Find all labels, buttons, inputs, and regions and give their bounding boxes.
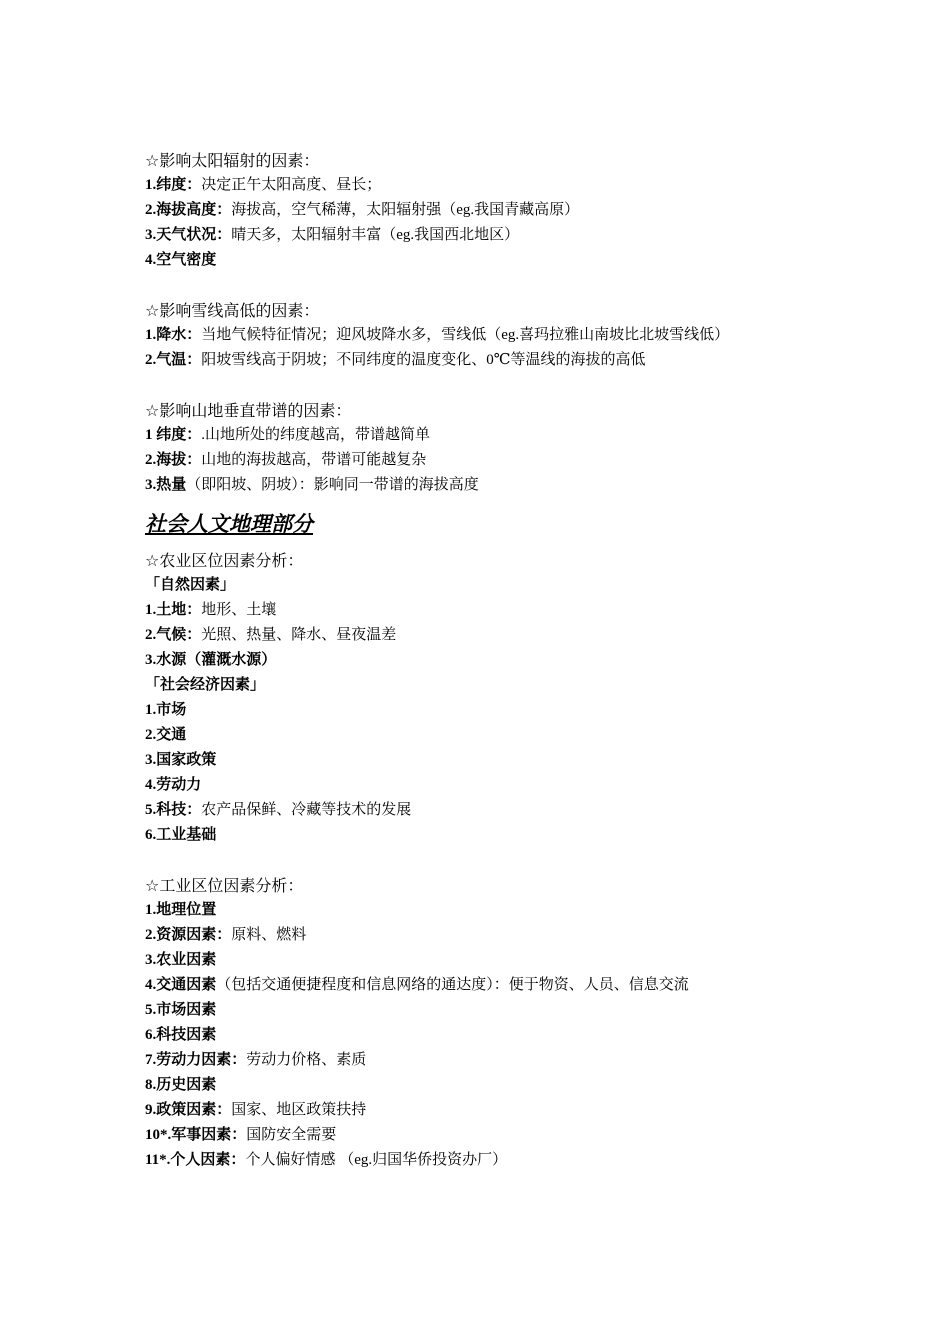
solar-heading: ☆影响太阳辐射的因素： xyxy=(145,151,320,170)
item-text: 农产品保鲜、冷藏等技术的发展 xyxy=(201,802,412,818)
agri-social-item xyxy=(145,798,845,823)
item-label: 2.海拔高度： xyxy=(145,202,232,218)
item-label: 4.劳动力 xyxy=(145,777,202,793)
industry-item xyxy=(145,923,845,948)
solar-item xyxy=(145,223,845,248)
item-text: 阳坡雪线高于阴坡；不同纬度的温度变化、0℃等温线的海拔的高低 xyxy=(201,352,646,368)
item-text: 晴天多，太阳辐射丰富（eg.我国西北地区） xyxy=(231,227,520,243)
industry-item xyxy=(145,1098,845,1123)
item-label: 2.气候： xyxy=(145,627,202,643)
item-text: 决定正午太阳高度、昼长； xyxy=(201,177,382,193)
item-text: .山地所处的纬度越高，带谱越简单 xyxy=(201,427,431,443)
industry-item xyxy=(145,1048,845,1073)
item-text: 当地气候特征情况；迎风坡降水多，雪线低（eg.喜玛拉雅山南坡比北坡雪线低） xyxy=(201,327,730,343)
vertical-item xyxy=(145,448,845,473)
item-label: 8.历史因素 xyxy=(145,1077,217,1093)
agriculture-heading: ☆农业区位因素分析： xyxy=(145,551,304,570)
item-text: 国防安全需要 xyxy=(246,1127,337,1143)
industry-item xyxy=(145,948,845,973)
item-label: 2.气温： xyxy=(145,352,202,368)
agri-natural-item xyxy=(145,598,845,623)
industry-item xyxy=(145,1123,845,1148)
item-label: 1.土地： xyxy=(145,602,202,618)
item-label: 3.热量 xyxy=(145,477,187,493)
industry-item xyxy=(145,998,845,1023)
agri-natural-item xyxy=(145,648,845,673)
item-label: 2.交通 xyxy=(145,727,187,743)
agri-natural-item xyxy=(145,623,845,648)
document-page xyxy=(145,148,845,1173)
vertical-item xyxy=(145,473,845,498)
item-label: 9.政策因素： xyxy=(145,1102,232,1118)
industry-item xyxy=(145,973,845,998)
item-label: 1.地理位置 xyxy=(145,902,217,918)
item-label: 4.空气密度 xyxy=(145,252,217,268)
agri-social-item xyxy=(145,698,845,723)
industry-item xyxy=(145,898,845,923)
item-text: 海拔高，空气稀薄，太阳辐射强（eg.我国青藏高原） xyxy=(231,202,580,218)
part-title: 社会人文地理部分 xyxy=(145,512,313,536)
item-text: （包括交通便捷程度和信息网络的通达度）：便于物资、人员、信息交流 xyxy=(216,977,689,993)
item-label: 1.市场 xyxy=(145,702,187,718)
item-label: 1.降水： xyxy=(145,327,202,343)
item-label: 1 纬度： xyxy=(145,427,202,443)
item-label: 3.水源（灌溉水源） xyxy=(145,652,277,668)
natural-factors-label: 「自然因素」 xyxy=(145,577,236,593)
vertical-heading: ☆影响山地垂直带谱的因素： xyxy=(145,401,352,420)
item-label: 6.工业基础 xyxy=(145,827,217,843)
vertical-item xyxy=(145,423,845,448)
item-label: 10*.军事因素： xyxy=(145,1127,247,1143)
item-label: 3.天气状况： xyxy=(145,227,232,243)
snowline-item xyxy=(145,348,845,373)
item-text: （即阳坡、阴坡）：影响同一带谱的海拔高度 xyxy=(186,477,479,493)
spacer xyxy=(145,273,845,298)
item-label: 6.科技因素 xyxy=(145,1027,217,1043)
snowline-heading: ☆影响雪线高低的因素： xyxy=(145,301,320,320)
spacer xyxy=(145,848,845,873)
solar-item xyxy=(145,198,845,223)
snowline-item xyxy=(145,323,845,348)
item-label: 3.国家政策 xyxy=(145,752,217,768)
item-text: 劳动力价格、素质 xyxy=(246,1052,367,1068)
item-text: 国家、地区政策扶持 xyxy=(231,1102,367,1118)
item-label: 5.市场因素 xyxy=(145,1002,217,1018)
item-text: 山地的海拔越高，带谱可能越复杂 xyxy=(201,452,427,468)
item-label: 1.纬度： xyxy=(145,177,202,193)
solar-item xyxy=(145,173,845,198)
spacer xyxy=(145,373,845,398)
item-label: 11*.个人因素： xyxy=(145,1152,246,1168)
item-text: 地形、土壤 xyxy=(201,602,277,618)
item-label: 7.劳动力因素： xyxy=(145,1052,247,1068)
agri-social-item xyxy=(145,773,845,798)
item-label: 3.农业因素 xyxy=(145,952,217,968)
item-label: 5.科技： xyxy=(145,802,202,818)
agri-social-item xyxy=(145,823,845,848)
industry-item xyxy=(145,1023,845,1048)
item-text: 原料、燃料 xyxy=(231,927,307,943)
industry-item xyxy=(145,1148,845,1173)
item-text: 个人偏好情感 （eg.归国华侨投资办厂） xyxy=(245,1152,508,1168)
industry-item xyxy=(145,1073,845,1098)
item-label: 4.交通因素 xyxy=(145,977,217,993)
item-label: 2.海拔： xyxy=(145,452,202,468)
agri-social-item xyxy=(145,723,845,748)
solar-item xyxy=(145,248,845,273)
industry-heading: ☆工业区位因素分析： xyxy=(145,876,304,895)
agri-social-item xyxy=(145,748,845,773)
item-text: 光照、热量、降水、昼夜温差 xyxy=(201,627,397,643)
item-label: 2.资源因素： xyxy=(145,927,232,943)
social-factors-label: 「社会经济因素」 xyxy=(145,677,266,693)
